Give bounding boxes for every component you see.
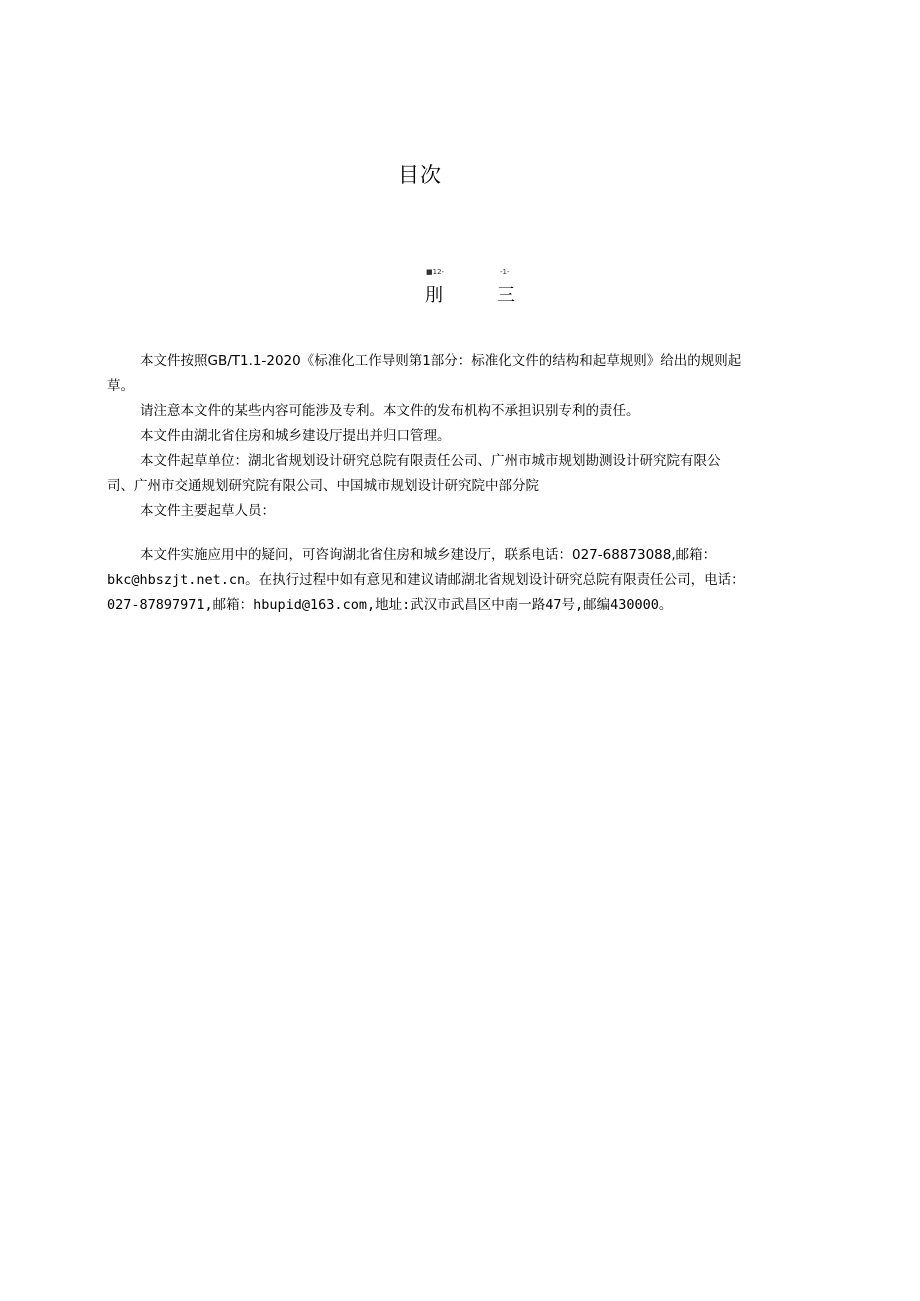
paragraph-contact-line2: [107, 568, 817, 593]
foreword-heading-left-char: 刖: [425, 285, 443, 306]
paragraph-contact-line3: 027-87897971,邮箱：hbupid@163.com,地址:武汉市武昌区中南一路47号,邮编430000。: [107, 597, 673, 613]
contact-body: [107, 543, 817, 618]
paragraph-contact-line1: 本文件实施应用中的疑问，可咨询湖北省住房和城乡建设厅，联系电话：027-68873088,邮箱：: [140, 547, 717, 563]
foreword-body: [107, 349, 817, 524]
paragraph-patent-notice: 请注意本文件的某些内容可能涉及专利。本文件的发布机构不承担识别专利的责任。: [140, 403, 640, 419]
paragraph-drafting-units-line2: 司、广州市交通规划研究院有限公司、中国城市规划设计研究院中部分院: [107, 478, 539, 494]
foreword-heading-right-char: 三: [497, 285, 515, 306]
paragraph-standard-basis-line2: 草。: [107, 378, 134, 394]
toc-title: 目次: [398, 163, 442, 187]
contact-email-primary: bkc@hbszjt.net.cn: [107, 572, 246, 588]
paragraph-drafting-units-line1: 本文件起草单位：湖北省规划设计研究总院有限责任公司、广州市城市规划勘测设计研究院有限公: [140, 453, 721, 469]
paragraph-standard-basis-line1: 本文件按照GB/T1.1-2020《标准化工作导则第1部分：标准化文件的结构和起草规则》给出的规则起: [140, 353, 742, 369]
foreword-small-left: ■12-: [426, 268, 445, 276]
paragraph-proposer: 本文件由湖北省住房和城乡建设厅提出并归口管理。: [140, 428, 451, 444]
paragraph-drafters: 本文件主要起草人员：: [140, 503, 275, 519]
foreword-small-right: -1-: [500, 268, 510, 276]
contact-line2-text: 。在执行过程中如有意见和建议请邮湖北省规划设计研究总院有限责任公司，电话：: [245, 572, 745, 588]
